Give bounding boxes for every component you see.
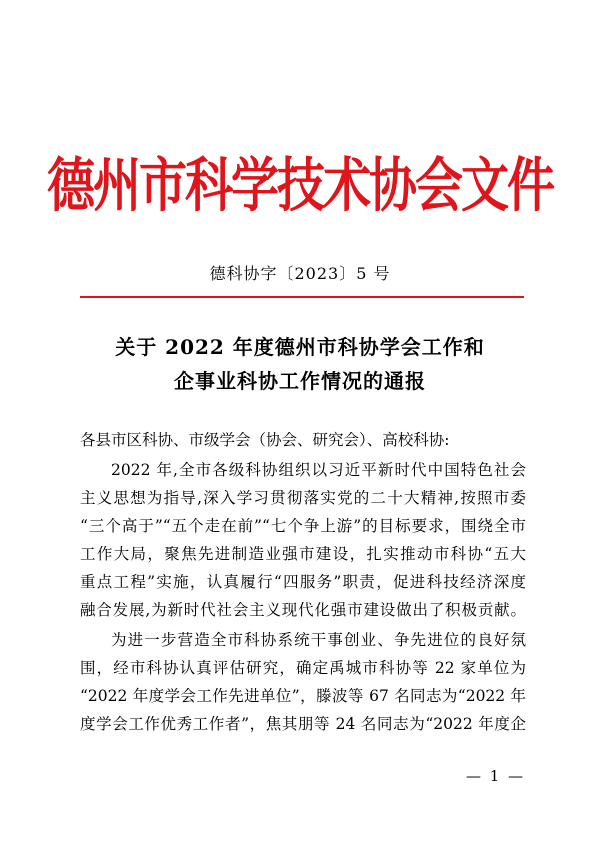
document-title-line-1: 关于 2022 年度德州市科协学会工作和 [115, 335, 485, 359]
body-line: 围，经市科协认真评估研究，确定禹城市科协等 22 家单位为 [80, 659, 526, 677]
body-line: 融合发展,为新时代社会主义现代化强市建设做出了积极贡献。 [80, 601, 526, 619]
body-paragraph-2 [80, 626, 526, 738]
body-line: 度学会工作优秀工作者”，焦其朋等 24 名同志为“2022 年度企 [80, 715, 526, 733]
body-line: “2022 年度学会工作先进单位”，滕波等 67 名同志为“2022 年 [80, 687, 526, 705]
salutation: 各县市区科协、市级学会（协会、研究会）、高校科协: [80, 431, 450, 449]
page-number: — 1 — [466, 767, 526, 785]
body-line: 重点工程”实施，认真履行“四服务”职责，促进科技经济深度 [80, 573, 526, 591]
body-line: 2022 年,全市各级科协组织以习近平新时代中国特色社会 [111, 461, 526, 479]
body-paragraph-1 [80, 456, 526, 624]
document-masthead: 德州市科学技术协会文件 [46, 151, 553, 220]
body-line: 为进一步营造全市科协系统干事创业、争先进位的良好氛 [111, 631, 526, 649]
document-title-line-2: 企事业科协工作情况的通报 [174, 369, 426, 393]
body-line: 主义思想为指导,深入学习贯彻落实党的二十大精神,按照市委 [80, 489, 526, 507]
body-line: “三个高于”“五个走在前”“七个争上游”的目标要求，围绕全市 [80, 517, 526, 535]
body-line: 工作大局，聚焦先进制造业强市建设，扎实推动市科协“五大 [80, 545, 526, 563]
document-number: 德科协字〔2023〕5 号 [209, 264, 391, 283]
red-divider-line [80, 296, 524, 298]
